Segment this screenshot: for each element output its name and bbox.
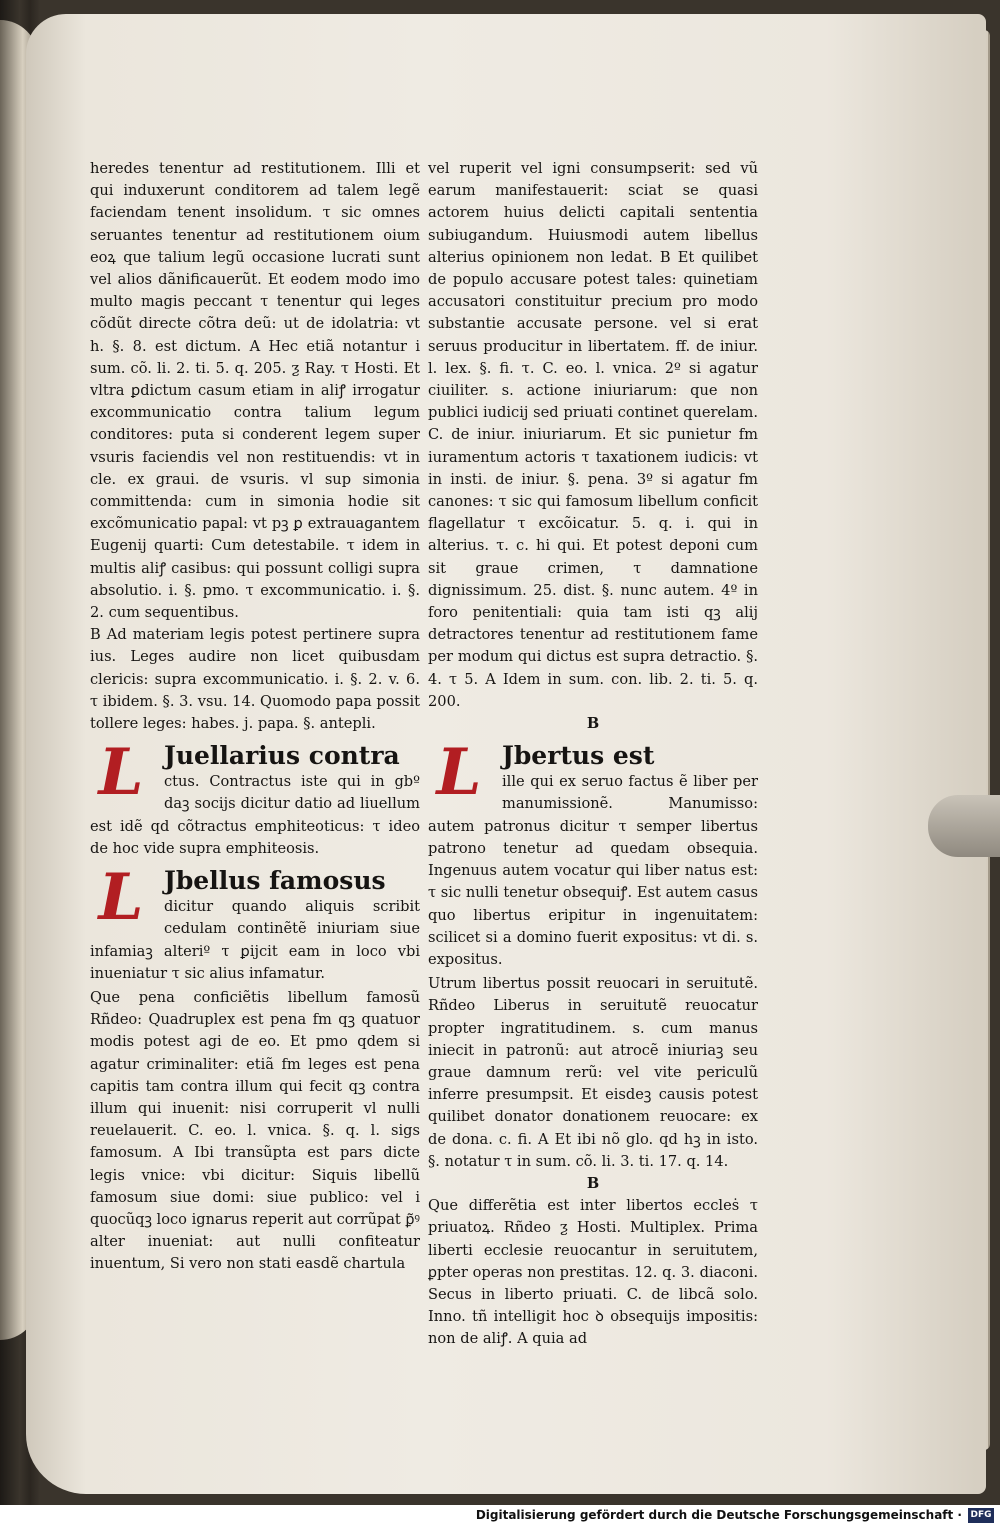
- section-marker: B: [586, 715, 600, 733]
- right-paragraph-3: Que differẽtia est inter libertos eccleṡ τ priuatoꝝ. Rñdeo ƺ Hosti. Multiplex. Prima liberti ecclesie reuocantur in seruitutem, ꝑpter operas non prestitas. 12. q. 3. diaconi. Secus in liberto priuati. C. de libcã solo. Inno. tñ intelligit hoc ꝺ obsequijs impositis: non de aliꝭ. A quia ad: [428, 1197, 758, 1348]
- right-paragraph-2: Utrum libertus possit reuocari in seruitutẽ. Rñdeo Liberus in seruitutẽ reuocatur propter ingratitudinem. s. cum manus iniecit in patronũ: aut atrocẽ iniuriaꝫ seu graue damnum rerũ: vel vite periculũ inferre presumpsit. Et eisdeꝫ causis potest quilibet donator donationem reuocare: ex de dona. c. fi. A Et ibi nõ glo. qd hꝫ in isto. §. notatur τ in sum. cõ. li. 3. ti. 17. q. 14.: [428, 975, 758, 1170]
- footer-bar: [0, 1505, 1000, 1527]
- dfg-logo: DFG: [968, 1508, 994, 1523]
- page-clip: [928, 795, 1000, 857]
- entry-liuellarius: [90, 735, 420, 860]
- entry-text: dicitur quando aliquis scribit cedulam continẽtẽ iniuriam siue infamiaꝫ alteriº τ ꝑijcit eam in loco vbi inueniatur τ sic alius infamatur.: [90, 898, 420, 982]
- rubric-initial-l: L: [98, 735, 144, 811]
- left-paragraph-1: heredes tenentur ad restitutionem. Illi et qui induxerunt conditorem ad talem legẽ faciendam tenent insolidum. τ sic omnes seruantes tenentur ad restitutionem oium eoꝝ que talium legũ occasione lucrati sunt vel alios dãnificauerũt. Et eodem modo imo multo magis peccant τ tenentur qui leges cõdũt directe cõtra deũ: ut de idolatria: vt h. §. 8. est dictum. A Hec etiã notantur i sum. cõ. li. 2. ti. 5. q. 205. ƺ Ray. τ Hosti. Et vltra ꝑdictum casum etiam in aliꝭ irrogatur excommunicatio contra talium legum conditores: puta si conderent legem super vsuris faciendis vel non restituendis: vt in cle. ex graui. de vsuris. vl sup simonia committenda: cum in simonia hodie sit excõmunicatio papal: vt pꝫ ꝑ extrauagantem Eugenij quarti: Cum detestabile. τ idem in multis aliꝭ casibus: qui possunt colligi supra absolutio. i. §. pmo. τ excommunicatio. i. §. 2. cum sequentibus.: [90, 160, 420, 622]
- rubric-initial-l: L: [436, 735, 482, 811]
- left-paragraph-3: Que pena conficiẽtis libellum famosũ Rñdeo: Quadruplex est pena fm qꝫ quatuor modis potest agi de eo. Et pmo qdem si agatur criminaliter: etiã fm leges est pena capitis tam contra illum qui fecit qꝫ contra illum qui inuenit: nisi corruperit vl nulli reuelauerit. C. eo. l. vnica. §. q. l. sigs famosum. A Ibi transũpta est pars dicte legis vnice: vbi dicitur: Siquis libellũ famosum siue domi: siue publico: vel i quocũqꝫ loco ignarus reperit aut corrũpat ꝑ͂ꝰ alter inueniat: aut nulli confiteatur inuentum, Si vero non stati easdẽ chartula: [90, 988, 420, 1273]
- section-marker: B: [586, 1174, 600, 1192]
- entry-headword: Jbertus est: [502, 741, 655, 771]
- right-column: [428, 158, 758, 1351]
- footer-credit: Digitalisierung gefördert durch die Deutsche Forschungsgemeinschaft ·: [475, 1508, 962, 1522]
- right-paragraph-1: vel ruperit vel igni consumpserit: sed vũ earum manifestauerit: sciat se quasi actorem huius delicti capitali sententia subiugandum. Huiusmodi autem libellus alterius opinionem non ledat. B Et quilibet de populo accusare potest tales: quinetiam accusatori constituitur precium pro modo substantie accusate persone. vel si erat seruus producitur in libertatem. ff. de iniur. l. lex. §. fi. τ. C. eo. l. vnica. 2º si agatur ciuiliter. s. actione iniuriarum: que non publici iudicij sed priuati continet querelam. C. de iniur. iniuriarum. Et sic punietur fm iuramentum actoris τ taxationem iudicis: vt in insti. de iniur. §. pena. 3º si agatur fm canones: τ sic qui famosum libellum conficit flagellatur τ excõicatur. 5. q. i. qui in alterius. τ. c. hi qui. Et potest deponi cum sit graue crimen, τ damnatione dignissimum. 25. dist. §. nunc autem. 4º in foro penitentiali: quia tam isti qꝫ alij detractores tenentur ad restitutionem fame per modum qui dictus est supra detractio. §. 4. τ 5. A Idem in sum. con. lib. 2. ti. 5. q. 200.: [428, 160, 758, 710]
- entry-headword: Juellarius contra: [164, 741, 400, 771]
- entry-text: ctus. Contractus iste qui in gbº daꝫ socijs dicitur datio ad liuellum est idẽ qd cõtractus emphiteoticus: τ ideo de hoc vide supra emphiteosis.: [90, 773, 420, 857]
- entry-text: ille qui ex seruo factus ẽ liber per manumissionẽ. Manumisso: autem patronus dicitur τ semper libertus patrono tenetur ad quedam obsequia. Ingenuus autem vocatur qui liber natus est: τ sic nulli tenetur obsequiꝭ. Est autem casus quo libertus eripitur in ingenuitatem: scilicet si a domino fuerit expositus: vt di. s. expositus.: [428, 773, 758, 968]
- entry-libertus: [428, 735, 758, 971]
- left-paragraph-2: B Ad materiam legis potest pertinere supra ius. Leges audire non licet quibusdam clericis: supra excommunicatio. i. §. 2. v. 6. τ ibidem. §. 3. vsu. 14. Quomodo papa possit tollere leges: habes. j. papa. §. antepli.: [90, 626, 420, 733]
- entry-headword: Jbellus famosus: [164, 866, 386, 896]
- entry-libellus-famosus: [90, 860, 420, 985]
- rubric-initial-l: L: [98, 860, 144, 936]
- left-column: [90, 158, 420, 1276]
